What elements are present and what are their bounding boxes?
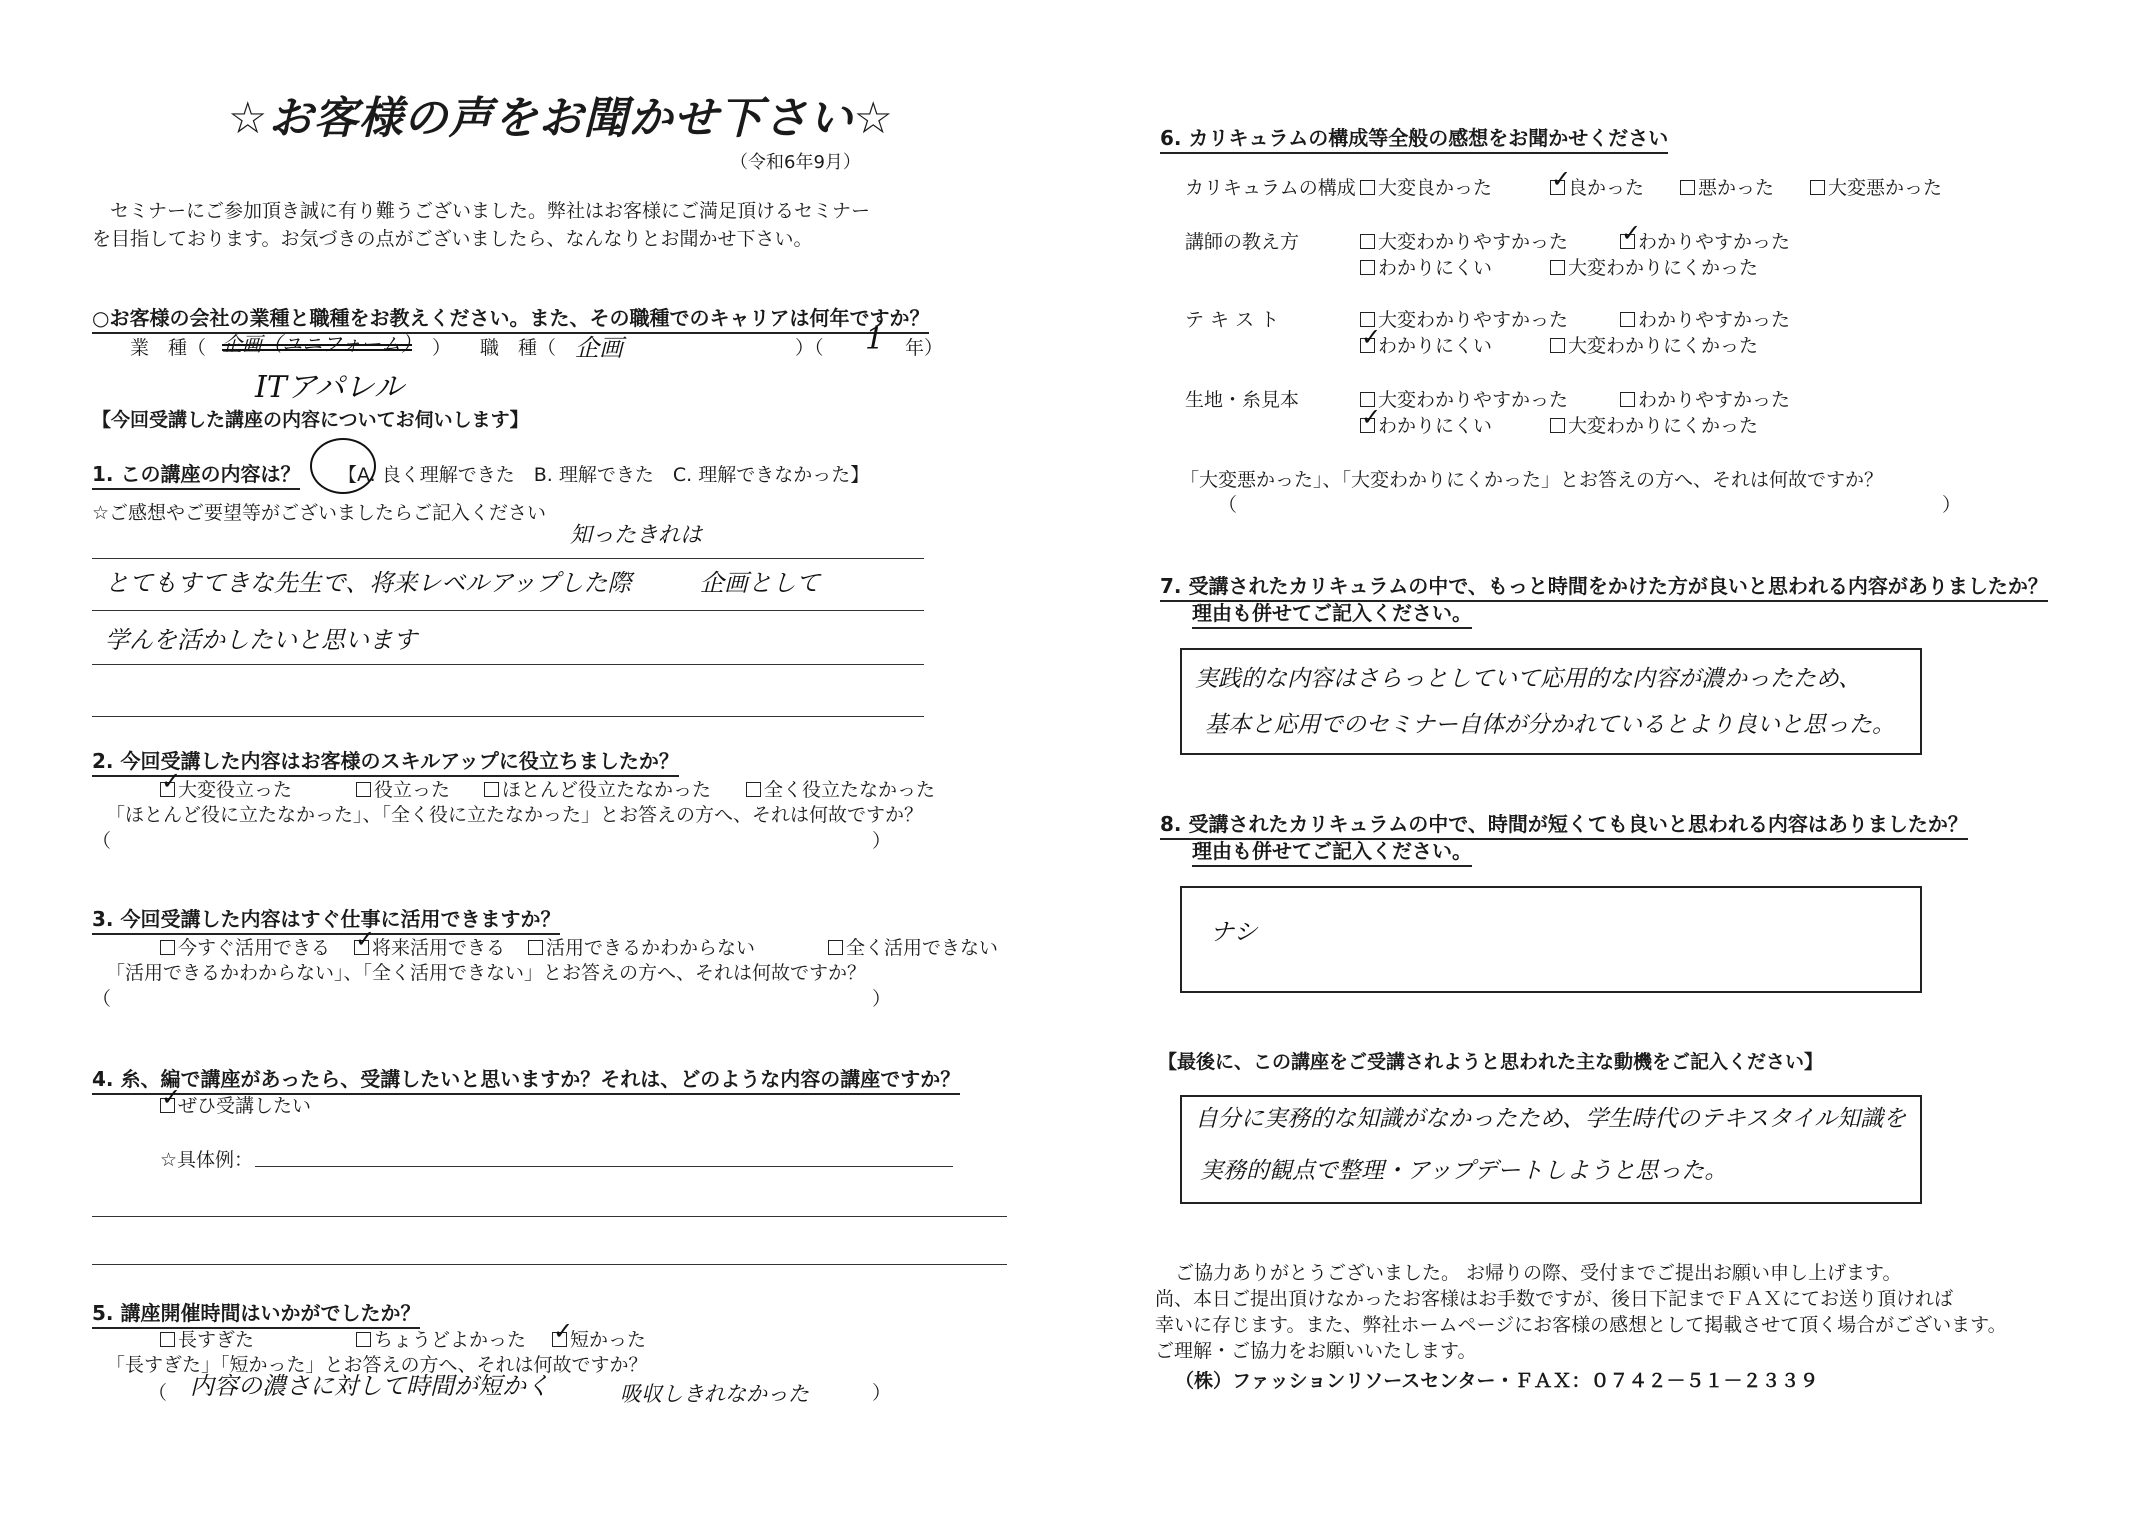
q8-answer-box[interactable] (1180, 886, 1922, 993)
industry-label: 業 種（ (130, 337, 207, 359)
checkbox-icon[interactable] (1360, 260, 1375, 275)
q1-question: 1. この講座の内容は？ (92, 458, 300, 487)
checkbox-icon[interactable] (1620, 392, 1635, 407)
motive-handwritten-1: 自分に実務的な知識がなかったため、学生時代のテキスタイル知識を (1195, 1106, 1907, 1132)
q5-followup: 「長すぎた」「短かった」とお答えの方へ、それは何故ですか？ (106, 1354, 648, 1376)
checkbox-checked-icon[interactable] (1360, 338, 1375, 353)
checkbox-icon[interactable] (1680, 180, 1695, 195)
q6-r4-opt-4[interactable]: 大変わかりにくかった (1550, 411, 1758, 438)
q6-row-4-options-b (1360, 411, 1758, 438)
q6-row-3-options (1360, 305, 1790, 332)
q6-row-1-options (1360, 173, 1942, 200)
checkbox-checked-icon[interactable] (552, 1332, 567, 1347)
q6-row-label-3: テ キ ス ト (1185, 309, 1280, 331)
q1-handwritten-1: とてもすてきな先生で、将来レベルアップした際 (105, 569, 632, 597)
q2-question: 2. 今回受講した内容はお客様のスキルアップに役立ちましたか？ (92, 745, 679, 774)
q5-paren-close: ） (872, 1382, 892, 1404)
q3-option-3[interactable]: 活用できるかわからない (528, 933, 828, 960)
q6-r1-opt-4[interactable]: 大変悪かった (1810, 173, 1942, 200)
industry-handwritten: ITアパレル (255, 370, 404, 405)
q1-handwritten-1b: 企画として (700, 569, 820, 597)
checkbox-checked-icon[interactable] (160, 1098, 175, 1113)
q1-circle-mark (310, 438, 376, 494)
q4-question: 4. 糸、編で講座があったら、受講したいと思いますか？それは、どのような内容の講座ですか？ (92, 1063, 960, 1092)
q3-paren-close: ） (872, 988, 892, 1010)
q6-r2-opt-1[interactable]: 大変わかりやすかった (1360, 227, 1620, 254)
q2-paren-close: ） (872, 830, 892, 852)
q7-handwritten-2: 基本と応用でのセミナー自体が分かれているとより良いと思った。 (1205, 712, 1895, 738)
checkbox-checked-icon[interactable] (160, 782, 175, 797)
checkbox-icon[interactable] (528, 940, 543, 955)
checkbox-icon[interactable] (1550, 338, 1565, 353)
checkbox-icon[interactable] (356, 782, 371, 797)
checkbox-icon[interactable] (484, 782, 499, 797)
years-unit: 年） (905, 337, 944, 359)
q1-handwritten-2: 学んを活かしたいと思います (105, 626, 417, 654)
checkbox-icon[interactable] (1360, 180, 1375, 195)
q6-r2-opt-4[interactable]: 大変わかりにくかった (1550, 253, 1758, 280)
checkbox-icon[interactable] (356, 1332, 371, 1347)
strikethrough-mark-2 (222, 349, 412, 351)
q8-reason: 理由も併せてご記入ください。 (1192, 835, 1472, 864)
q6-r1-opt-3[interactable]: 悪かった (1680, 173, 1810, 200)
checkbox-icon[interactable] (828, 940, 843, 955)
motive-question: 【最後に、この講座をご受講されようと思われた主な動機をご記入ください】 (1158, 1051, 1824, 1073)
industry-struck-text: 企画（ユニフォーム） (222, 332, 421, 356)
q5-question: 5. 講座開催時間はいかがでしたか？ (92, 1297, 420, 1326)
q2-option-3[interactable]: ほとんど役立たなかった (484, 775, 746, 802)
q6-row-label-2: 講師の教え方 (1185, 231, 1300, 253)
q6-r3-opt-2[interactable]: わかりやすかった (1620, 305, 1790, 332)
intro-text-1: セミナーにご参加頂き誠に有り難うございました。弊社はお客様にご満足頂けるセミナー (110, 200, 871, 222)
q8-handwritten: ナシ (1210, 918, 1258, 946)
q1-line-4 (92, 716, 924, 717)
q6-r1-opt-1[interactable]: 大変良かった (1360, 173, 1550, 200)
q1-line-3 (92, 664, 924, 665)
q2-option-2[interactable]: 役立った (356, 775, 484, 802)
q5-options (160, 1325, 646, 1352)
q3-followup: 「活用できるかわからない」、「全く活用できない」とお答えの方へ、それは何故ですか？ (106, 962, 867, 984)
q6-row-3-options-b (1360, 331, 1758, 358)
job-handwritten: 企画 (575, 334, 623, 362)
q7-handwritten-1: 実践的な内容はさらっとしていて応用的な内容が濃かったため、 (1195, 666, 1862, 692)
checkbox-checked-icon[interactable] (1620, 234, 1635, 249)
q1-line-2 (92, 610, 924, 611)
job-close: ）（ (795, 337, 824, 359)
q1-line-1 (92, 558, 924, 559)
strikethrough-mark (222, 344, 412, 346)
form-date: （令和6年9月） (730, 152, 861, 173)
q6-r1-opt-2[interactable]: ✓ 良かった (1550, 173, 1680, 200)
q6-r3-opt-4[interactable]: 大変わかりにくかった (1550, 331, 1758, 358)
q6-row-label-4: 生地・糸見本 (1185, 389, 1300, 411)
checkbox-icon[interactable] (160, 1332, 175, 1347)
checkbox-icon[interactable] (160, 940, 175, 955)
q1-options: 【A. 良く理解できた B. 理解できた C. 理解できなかった】 (338, 464, 870, 486)
q1-comment-prompt: ☆ご感想やご要望等がございましたらご記入ください (92, 502, 547, 524)
q3-question: 3. 今回受講した内容はすぐ仕事に活用できますか？ (92, 903, 560, 932)
q6-r2-opt-2[interactable]: ✓ わかりやすかった (1620, 227, 1790, 254)
q2-followup: 「ほとんど役に立たなかった」、「全く役に立たなかった」とお答えの方へ、それは何故ですか？ (106, 804, 924, 826)
q6-r4-opt-1[interactable]: 大変わかりやすかった (1360, 385, 1620, 412)
checkbox-icon[interactable] (1810, 180, 1825, 195)
checkbox-checked-icon[interactable] (1550, 180, 1565, 195)
footer-line-4: ご理解・ご協力をお願いいたします。 (1155, 1340, 1477, 1362)
q1-handwritten-insert: 知ったきれは (570, 523, 703, 548)
footer-line-3: 幸いに存じます。また、弊社ホームページにお客様の感想として掲載させて頂く場合がございます。 (1155, 1314, 2007, 1336)
footer-line-2: 尚、本日ご提出頂けなかったお客様はお手数ですが、後日下記までＦＡＸにてお送り頂ければ (1155, 1288, 1954, 1310)
checkbox-icon[interactable] (746, 782, 761, 797)
q3-option-4[interactable]: 全く活用できない (828, 933, 998, 960)
footer-contact: （株）ファッションリソースセンター・ＦＡＸ：０７４２－５１－２３３９ (1175, 1370, 1819, 1392)
q5-handwritten-b: 吸収しきれなかった (620, 1382, 809, 1406)
checkbox-icon[interactable] (1550, 418, 1565, 433)
q2-option-4[interactable]: 全く役立たなかった (746, 775, 935, 802)
q2-options (160, 775, 935, 802)
q6-row-2-options (1360, 227, 1790, 254)
q3-option-2[interactable]: ✓ 将来活用できる (354, 933, 528, 960)
page-title: ☆お客様の声をお聞かせ下さい☆ (228, 93, 894, 144)
q3-paren-open: （ (92, 988, 112, 1010)
q6-paren-close: ） (1942, 494, 1962, 516)
checkbox-checked-icon[interactable] (1360, 418, 1375, 433)
q5-option-2[interactable]: ちょうどよかった (356, 1325, 552, 1352)
q6-followup: 「大変悪かった」、「大変わかりにくかった」とお答えの方へ、それは何故ですか？ (1180, 469, 1884, 491)
job-label: 職 種（ (480, 337, 557, 359)
q2-paren-open: （ (92, 830, 112, 852)
q6-r2-opt-3[interactable]: わかりにくい (1360, 253, 1550, 280)
section-header: 【今回受講した講座の内容についてお伺いします】 (92, 409, 529, 431)
q6-row-2-options-b (1360, 253, 1758, 280)
q4-line-2 (92, 1216, 1007, 1217)
q4-example-line (255, 1166, 953, 1167)
career-question: ○お客様の会社の業種と職種をお教えください。また、その職種でのキャリアは何年ですか？ (92, 302, 929, 331)
checkbox-icon[interactable] (1550, 260, 1565, 275)
q6-r3-opt-1[interactable]: 大変わかりやすかった (1360, 305, 1620, 332)
q6-r4-opt-2[interactable]: わかりやすかった (1620, 385, 1790, 412)
q5-paren-open: （ (148, 1382, 168, 1404)
checkbox-icon[interactable] (1360, 234, 1375, 249)
q6-r3-opt-3[interactable]: ✓わかりにくい (1360, 331, 1550, 358)
q8-question: 8. 受講されたカリキュラムの中で、時間が短くても良いと思われる内容はありましたか？ (1160, 808, 1968, 837)
q5-option-3[interactable]: ✓ 短かった (552, 1325, 646, 1352)
q4-line-3 (92, 1264, 1007, 1265)
q3-option-1[interactable]: 今すぐ活用できる (160, 933, 354, 960)
q5-handwritten: 内容の濃さに対して時間が短かく (190, 1372, 550, 1400)
q6-paren-open: （ (1218, 494, 1238, 516)
motive-handwritten-2: 実務的観点で整理・アップデートしようと思った。 (1200, 1158, 1728, 1184)
checkbox-checked-icon[interactable] (354, 940, 369, 955)
q4-option[interactable]: ✓ぜひ受講したい (160, 1091, 311, 1118)
q4-example-label: ☆具体例： (160, 1149, 254, 1171)
q6-r4-opt-3[interactable]: ✓わかりにくい (1360, 411, 1550, 438)
intro-text-2: を目指しております。お気づきの点がございましたら、なんなりとお聞かせ下さい。 (92, 228, 813, 250)
q7-reason: 理由も併せてご記入ください。 (1192, 597, 1472, 626)
q6-row-4-options (1360, 385, 1790, 412)
q6-row-label-1: カリキュラムの構成 (1185, 177, 1356, 199)
q6-question: 6. カリキュラムの構成等全般の感想をお聞かせください (1160, 122, 1668, 151)
q3-options (160, 933, 998, 960)
q7-question: 7. 受講されたカリキュラムの中で、もっと時間をかけた方が良いと思われる内容がありましたか？ (1160, 570, 2048, 599)
footer-line-1: ご協力ありがとうございました。 お帰りの際、受付までご提出お願い申し上げます。 (1175, 1262, 1902, 1284)
q5-option-1[interactable]: 長すぎた (160, 1325, 356, 1352)
years-handwritten: 1 (865, 322, 885, 357)
checkbox-icon[interactable] (1620, 312, 1635, 327)
q2-option-1[interactable]: ✓大変役立った (160, 775, 356, 802)
industry-close: ） (432, 337, 452, 359)
